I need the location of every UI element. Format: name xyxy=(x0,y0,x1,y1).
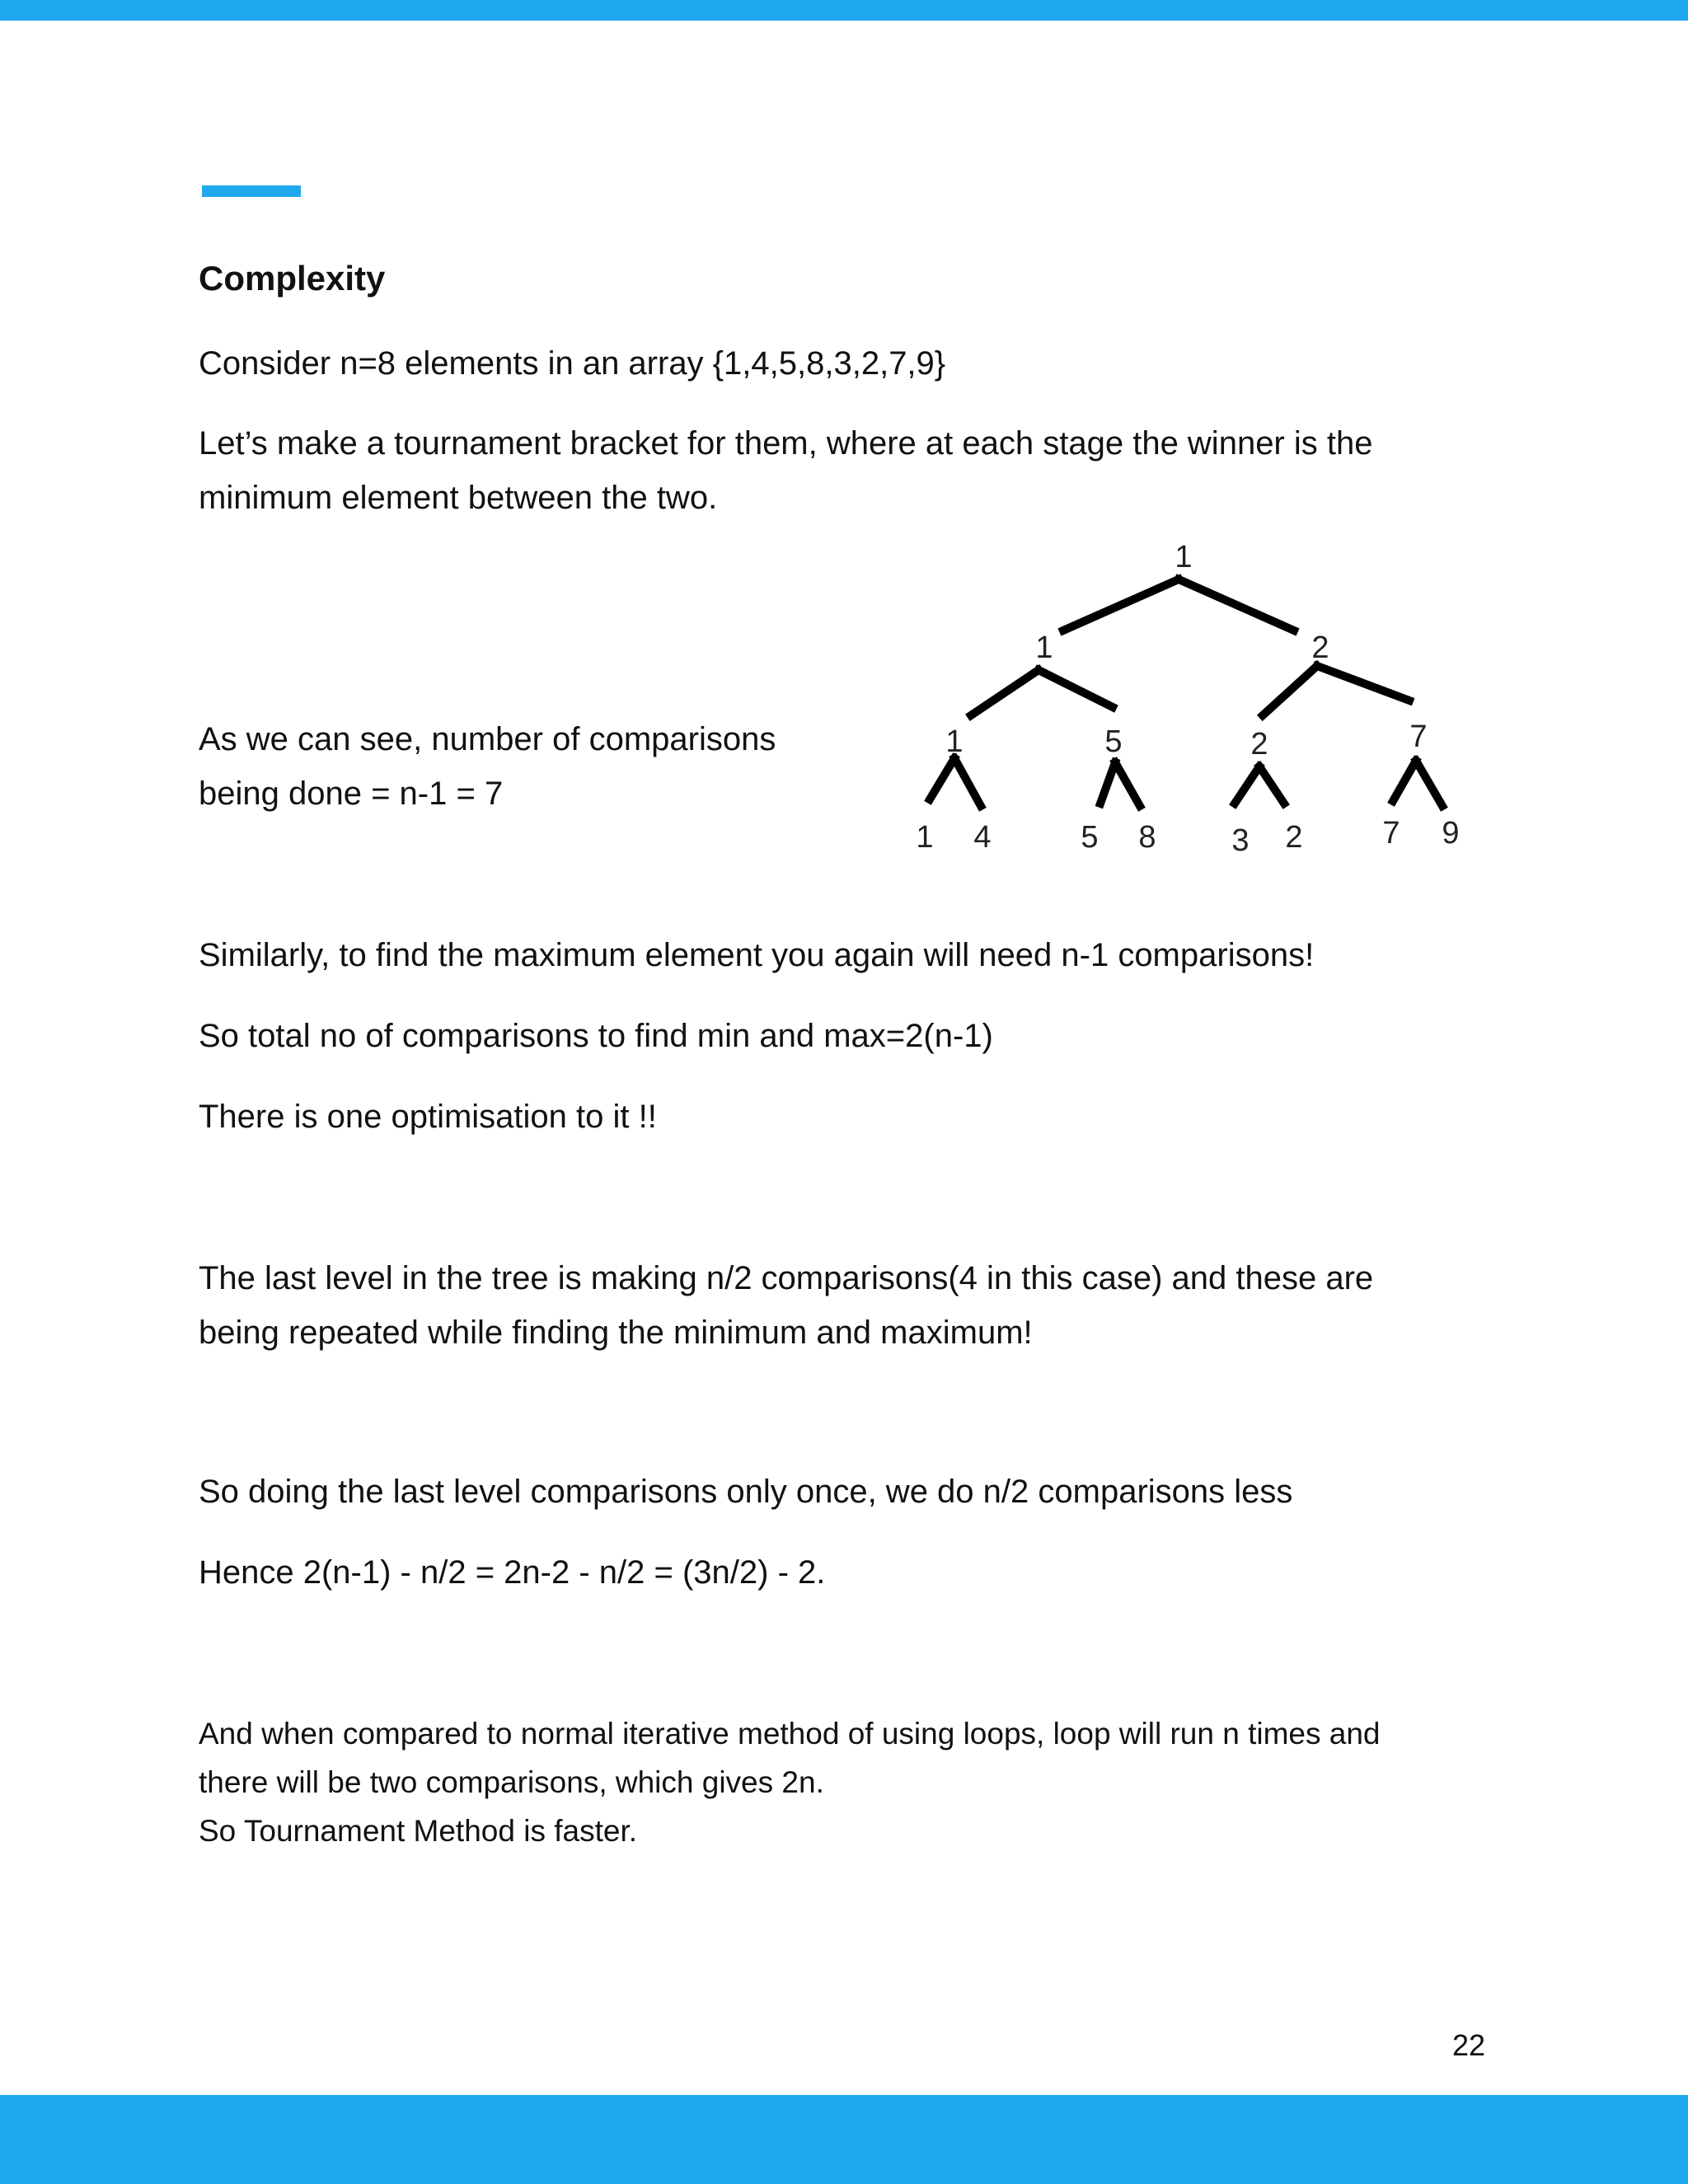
conclusion-text-line-2: there will be two comparisons, which gives 2n. xyxy=(199,1765,824,1799)
section-heading: Complexity xyxy=(199,259,386,298)
tree-leaf-label: 2 xyxy=(1285,820,1303,855)
formula-text: Hence 2(n-1) - n/2 = 2n-2 - n/2 = (3n/2) - 2. xyxy=(199,1554,826,1591)
tree-leaf-label: 5 xyxy=(1081,820,1099,855)
tree-edge xyxy=(1317,666,1409,701)
tree-node-label: 7 xyxy=(1409,719,1428,754)
bracket-text-line-2: minimum element between the two. xyxy=(199,480,718,516)
tree-edge xyxy=(1063,579,1179,630)
comparisons-text-line-1: As we can see, number of comparisons xyxy=(199,721,776,757)
tree-leaf-label: 8 xyxy=(1138,820,1156,855)
tree-leaf-label: 9 xyxy=(1442,816,1460,851)
total-comparisons-text: So total no of comparisons to find min and max=2(n-1) xyxy=(199,1018,993,1054)
tree-edge xyxy=(930,758,954,799)
conclusion-text-line-3: So Tournament Method is faster. xyxy=(199,1814,638,1848)
conclusion-text-line-1: And when compared to normal iterative method of using loops, loop will run n times and xyxy=(199,1717,1381,1750)
top-accent-bar xyxy=(0,0,1688,21)
tree-node-label: 1 xyxy=(945,724,964,759)
tree-root-label: 1 xyxy=(1175,540,1193,574)
last-level-text-line-1: The last level in the tree is making n/2 comparisons(4 in this case) and these are xyxy=(199,1260,1374,1296)
tree-edge xyxy=(1179,579,1294,630)
bottom-accent-bar xyxy=(0,2095,1688,2184)
intro-text: Consider n=8 elements in an array {1,4,5,8,3,2,7,9} xyxy=(199,345,946,382)
tree-edge xyxy=(971,670,1039,715)
bracket-text-line-1: Let’s make a tournament bracket for them, where at each stage the winner is the xyxy=(199,425,1373,462)
tree-edges xyxy=(930,579,1442,806)
comparisons-text-line-2: being done = n-1 = 7 xyxy=(199,776,504,812)
section-accent-line xyxy=(202,185,301,197)
tournament-tree-diagram xyxy=(907,527,1484,857)
fewer-comparisons-text: So doing the last level comparisons only once, we do n/2 comparisons less xyxy=(199,1474,1293,1510)
tree-edge xyxy=(1259,766,1284,804)
tree-node-label: 2 xyxy=(1250,727,1268,762)
tree-node-label: 1 xyxy=(1035,630,1053,665)
page-number: 22 xyxy=(1452,2028,1486,2062)
tree-edge xyxy=(1115,762,1140,806)
tree-edge xyxy=(954,758,981,806)
tree-leaf-label: 7 xyxy=(1382,816,1400,851)
tree-edge xyxy=(1393,761,1416,801)
tree-leaf-label: 4 xyxy=(973,820,992,855)
tree-edge xyxy=(1100,762,1115,804)
optimisation-text: There is one optimisation to it !! xyxy=(199,1099,657,1135)
last-level-text-line-2: being repeated while finding the minimum and maximum! xyxy=(199,1315,1033,1351)
tree-node-label: 2 xyxy=(1311,630,1329,665)
maximum-text: Similarly, to find the maximum element you again will need n-1 comparisons! xyxy=(199,937,1315,973)
tree-edge xyxy=(1263,666,1317,715)
tree-leaf-label: 1 xyxy=(916,820,934,855)
tree-edge xyxy=(1416,761,1442,806)
tree-edge xyxy=(1235,766,1259,804)
tree-leaf-label: 3 xyxy=(1231,823,1250,857)
tree-edge xyxy=(1039,670,1113,707)
tree-node-label: 5 xyxy=(1104,724,1123,759)
